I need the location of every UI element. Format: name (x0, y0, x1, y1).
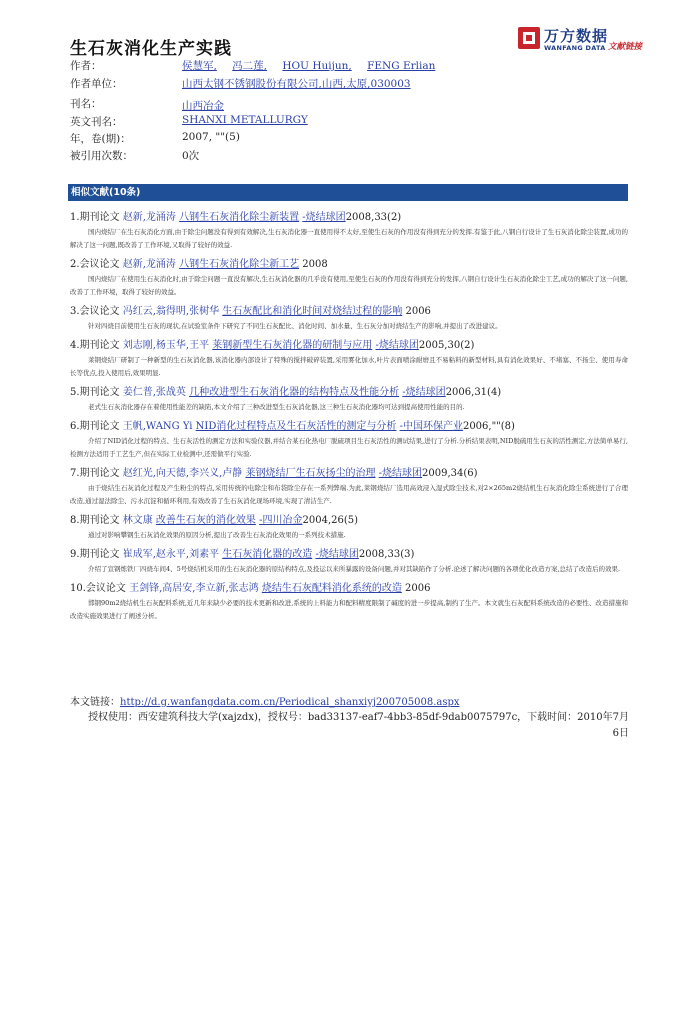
reference-title-link[interactable]: 烧结生石灰配料消化系统的改造 (261, 583, 402, 594)
reference-item (70, 211, 628, 252)
author-label: 作者： (70, 60, 102, 72)
reference-title-link[interactable]: 八钢生石灰消化除尘新工艺 (179, 259, 300, 270)
logo-tag-text: 文献链接 (608, 42, 643, 52)
affiliation-link[interactable]: 山西太钢不锈钢股份有限公司,山西,太原,030003 (182, 78, 411, 90)
reference-heading (70, 339, 628, 353)
reference-authors[interactable]: 王剑锋,高居安,李立新,张志鸿 (129, 583, 259, 594)
reference-abstract: 国内烧结厂在生石灰消化方面,由于除尘问题没有得到有效解决,生石灰消化器一直使用得不太好,至使生石灰的作用没有得到充分的发挥.有鉴于此,八钢自行设计了生石灰消化除尘装置,成功的解决了这一问题,既改善了工作环境,又取得了较好的效益. (70, 228, 628, 249)
reference-item (70, 467, 628, 508)
journal-link[interactable]: 山西冶金 (182, 100, 224, 112)
reference-authors[interactable]: 赵新,龙涌涛 (122, 212, 176, 223)
reference-number: 4. (70, 340, 80, 351)
reference-heading (70, 420, 628, 434)
similar-docs-header: 相似文献(10条) (68, 184, 628, 201)
reference-abstract: 邯钢90m2烧结机生石灰配料系统,近几年来缺少必要的技术更新和改进,系统的上料能力和配料精度限制了碱度的进一步提高,制约了生产。本文就生石灰配料系统改造的必要性、改造措施和改造实施效果进行了阐述分析。 (70, 599, 628, 620)
reference-item (70, 514, 628, 542)
article-link-row (70, 693, 460, 708)
reference-number: 6. (70, 421, 80, 432)
reference-year: 2006,31(4) (445, 387, 502, 398)
reference-type: 期刊论文 (79, 340, 120, 351)
article-link-label: 本文链接： (70, 697, 120, 708)
reference-item (70, 420, 628, 461)
reference-abstract: 老式生石灰消化器存在着使用性能差的缺陷,本文介绍了三种改进型生石灰消化器,这三种生石灰消化器均可达到提高使用性能的目的. (88, 403, 465, 411)
reference-title-link[interactable]: 莱钢烧结厂生石灰扬尘的治理 (245, 468, 376, 479)
reference-authors[interactable]: 姜仁普,张战英 (122, 387, 186, 398)
reference-type: 会议论文 (79, 306, 120, 317)
wanfang-logo[interactable] (518, 25, 658, 59)
reference-list (70, 211, 628, 629)
reference-title-link[interactable]: NID消化过程特点及生石灰活性的测定与分析 (195, 421, 397, 432)
page-title: 生石灰消化生产实践 (70, 39, 232, 59)
reference-source-link[interactable]: -烧结球团 (302, 212, 346, 223)
author-list (182, 58, 447, 73)
reference-source-link[interactable]: -烧结球团 (378, 468, 423, 479)
reference-year: 2008,33(2) (345, 212, 402, 223)
reference-title-link[interactable]: 莱钢新型生石灰消化器的研制与应用 (212, 340, 373, 351)
author-link[interactable]: HOU Huijun, (282, 60, 352, 72)
cited-value: 0次 (182, 150, 200, 162)
author-link[interactable]: FENG Erlian (367, 60, 436, 72)
reference-item (70, 258, 628, 299)
author-link[interactable]: 冯二莲, (232, 60, 268, 72)
reference-authors[interactable]: 崔成军,赵永平,刘素平 (122, 549, 220, 560)
reference-heading (70, 582, 628, 596)
reference-year: 2009,34(6) (422, 468, 478, 479)
author-link[interactable]: 侯慧军, (182, 60, 217, 72)
reference-year: 2008,33(3) (358, 549, 415, 560)
reference-abstract: 针对四烧目前使用生石灰的现状,在试验室条件下研究了不同生石灰配比、消化时间、加水量、生石灰分加对烧结生产的影响,并提出了改进建议。 (88, 322, 502, 330)
reference-number: 3. (70, 306, 80, 317)
reference-title-link[interactable]: 生石灰消化器的改造 (222, 549, 313, 560)
reference-authors[interactable]: 赵红光,向天德,李兴义,卢静 (122, 468, 243, 479)
reference-authors[interactable]: 王帆,WANG Yi (122, 421, 193, 432)
reference-year: 2006 (405, 583, 431, 594)
logo-cn-text: 万方数据 (544, 27, 609, 45)
reference-type: 期刊论文 (79, 515, 120, 526)
reference-abstract: 通过对影响攀钢生石灰消化效果的原因分析,提出了改善生石灰消化效果的一系列技术措施. (88, 531, 346, 539)
reference-source-link[interactable]: -四川冶金 (259, 515, 303, 526)
reference-abstract: 介绍了宣钢炼铁厂四烧车间4、5号烧结机采用的生石灰消化器的原结构特点,及投运以来所暴露的设备问题,并对其缺陷作了分析.论述了解决问题的各项优化改造方案,总结了改造后的效果. (88, 565, 621, 573)
reference-title-link[interactable]: 八钢生石灰消化除尘新装置 (179, 212, 300, 223)
cited-label: 被引用次数： (70, 150, 133, 162)
reference-type: 会议论文 (79, 259, 120, 270)
reference-heading (70, 548, 628, 562)
reference-item (70, 548, 628, 576)
license-text: 授权使用：西安建筑科技大学(xajzdx)，授权号：bad33137-eaf7-4bb3-85df-9dab0075797c，下载时间：2010年7月6日 (88, 712, 629, 739)
reference-heading (70, 467, 628, 481)
reference-item (70, 305, 628, 333)
reference-item (70, 339, 628, 380)
en-journal-label: 英文刊名： (70, 116, 123, 128)
reference-authors[interactable]: 刘志刚,杨玉华,王平 (122, 340, 210, 351)
reference-type: 会议论文 (85, 583, 126, 594)
reference-heading (70, 258, 628, 272)
reference-abstract: 介绍了NID消化过程的特点、生石灰活性的测定方法和实验仪器,并结合某石化热电厂脱硫项目生石灰活性的测试结果,进行了分析.分析结果表明,NID脱硫用生石灰的活性测定,方法简单易行,检测方法适用于工艺生产,但在实际工业检测中,还需做平行实验. (70, 437, 628, 458)
reference-year: 2008 (302, 259, 328, 270)
affiliation-label: 作者单位： (70, 78, 123, 90)
reference-authors[interactable]: 冯红云,翁得明,张树华 (122, 306, 220, 317)
year-label: 年，卷(期)： (70, 133, 131, 145)
year-value: 2007, ""(5) (182, 131, 240, 143)
reference-type: 期刊论文 (79, 468, 120, 479)
reference-number: 5. (70, 387, 80, 398)
reference-type: 期刊论文 (79, 421, 120, 432)
reference-year: 2006 (405, 306, 431, 317)
reference-title-link[interactable]: 生石灰配比和消化时间对烧结过程的影响 (222, 306, 403, 317)
reference-heading (70, 305, 628, 319)
reference-title-link[interactable]: 几种改进型生石灰消化器的结构特点及性能分析 (189, 387, 400, 398)
reference-number: 8. (70, 515, 80, 526)
reference-authors[interactable]: 林文康 (122, 515, 153, 526)
reference-source-link[interactable]: -烧结球团 (402, 387, 446, 398)
reference-item (70, 386, 628, 414)
reference-type: 期刊论文 (79, 549, 120, 560)
reference-heading (70, 386, 628, 400)
reference-number: 7. (70, 468, 80, 479)
reference-number: 2. (70, 259, 80, 270)
logo-en-text: WANFANG DATA (544, 44, 606, 52)
reference-abstract: 国内烧结厂在使用生石灰消化时,由于除尘问题一直没有解决,生石灰消化器的几乎没有使用,至使生石灰的作用没有得到充分的发挥,八钢自行设计生石灰消化除尘工艺,成功的解决了这一问题,改善了工作环境，取得了较好的效益。 (70, 275, 628, 296)
reference-heading (70, 514, 628, 528)
reference-year: 2006,""(8) (462, 421, 515, 432)
wanfang-logo-icon (518, 27, 540, 49)
reference-authors[interactable]: 赵新,龙涌涛 (122, 259, 176, 270)
reference-abstract: 莱钢烧结厂研制了一种新型的生石灰消化器,该消化器内部设计了特殊的搅拌破碎装置,采用雾化加水,叶片表面喷涂耐磨且不易粘料的新型材料,具有消化效果好、不堵塞、不扬尘、使用寿命长等优点,投入使用后,效果明显. (70, 356, 628, 377)
reference-number: 9. (70, 549, 80, 560)
reference-year: 2004,26(5) (302, 515, 359, 526)
reference-number: 10. (70, 583, 86, 594)
reference-heading (70, 211, 628, 225)
reference-item (70, 582, 628, 623)
reference-source-link[interactable]: -烧结球团 (315, 549, 359, 560)
reference-type: 期刊论文 (79, 387, 120, 398)
reference-type: 期刊论文 (79, 212, 120, 223)
reference-abstract: 由于烧结生石灰消化过程及产生粉尘的特点,采用传统的电除尘和布袋除尘存在一系列弊端.为此,莱钢烧结厂选用高效浸入湿式除尘技术,对2×265m2烧结机生石灰消化除尘系统进行了合理改造,通过湿法除尘、污水沉淀和循环利用,有效改善了生石灰消化现场环境,实现了清洁生产. (70, 484, 628, 505)
reference-source-link[interactable]: -中国环保产业 (399, 421, 463, 432)
article-url-link[interactable]: http://d.g.wanfangdata.com.cn/Periodical_shanxiyj200705008.aspx (120, 697, 460, 708)
reference-title-link[interactable]: 改善生石灰的消化效果 (155, 515, 256, 526)
journal-label: 刊名： (70, 98, 102, 110)
reference-year: 2005,30(2) (418, 340, 475, 351)
reference-number: 1. (70, 212, 80, 223)
reference-source-link[interactable]: -烧结球团 (375, 340, 419, 351)
en-journal-link[interactable]: SHANXI METALLURGY (182, 114, 308, 126)
